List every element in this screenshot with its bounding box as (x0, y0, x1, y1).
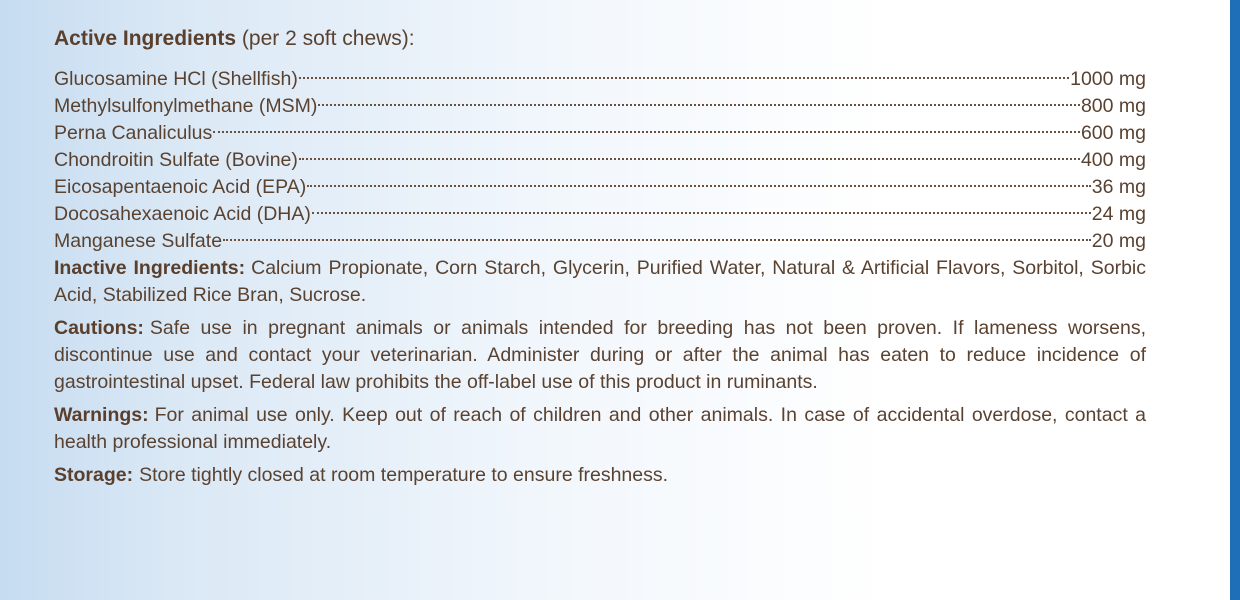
inactive-ingredients-section (54, 255, 1146, 309)
active-ingredients-heading (54, 24, 1146, 54)
ingredient-amount: 400 mg (1080, 149, 1146, 171)
ingredient-name: Chondroitin Sulfate (Bovine) (54, 149, 298, 171)
storage-section (54, 462, 1146, 489)
cautions-text: Safe use in pregnant animals or animals intended for breeding has not been proven. If lameness worsens, discontinue use and contact your veterinarian. Administer during or after the animal has eaten to reduce incidence of gastrointestinal upset. Federal law prohibits the off-label use of this product in ruminants. (54, 317, 1146, 393)
ingredient-amount: 600 mg (1080, 122, 1146, 144)
label-panel (54, 24, 1146, 489)
warnings-label: Warnings: (54, 404, 149, 426)
ingredient-name: Docosahexaenoic Acid (DHA) (54, 203, 311, 225)
cautions-label: Cautions: (54, 317, 144, 339)
ingredient-name: Manganese Sulfate (54, 230, 223, 252)
ingredient-amount: 1000 mg (1070, 68, 1146, 90)
inactive-ingredients-label: Inactive Ingredients: (54, 257, 246, 279)
ingredient-amount: 36 mg (1091, 176, 1146, 198)
storage-text: Store tightly closed at room temperature to ensure freshness. (139, 464, 669, 486)
dot-leader (312, 193, 1091, 220)
warnings-section (54, 402, 1146, 456)
active-ingredients-title: Active Ingredients (54, 27, 237, 50)
inactive-ingredients-text: Calcium Propionate, Corn Starch, Glycerin, Purified Water, Natural & Artificial Flavors, Sorbitol, Sorbic Acid, Stabilized Rice Bran, Sucrose. (54, 257, 1146, 306)
dot-leader (213, 112, 1080, 139)
cautions-section (54, 315, 1146, 396)
dot-leader (299, 139, 1080, 166)
storage-label: Storage: (54, 464, 134, 486)
ingredient-row (54, 139, 1146, 171)
ingredient-name: Glucosamine HCl (Shellfish) (54, 68, 298, 90)
dot-leader (307, 166, 1091, 193)
dot-leader (299, 58, 1069, 85)
ingredient-amount: 20 mg (1091, 230, 1146, 252)
ingredient-amount: 800 mg (1080, 95, 1146, 117)
right-accent-bar (1230, 0, 1240, 600)
ingredient-name: Methylsulfonylmethane (MSM) (54, 95, 318, 117)
ingredient-name: Perna Canaliculus (54, 122, 213, 144)
ingredient-row (54, 112, 1146, 144)
ingredient-row (54, 58, 1146, 90)
ingredient-name: Eicosapentaenoic Acid (EPA) (54, 176, 307, 198)
dot-leader (318, 85, 1080, 112)
active-ingredients-subtitle: (per 2 soft chews): (241, 27, 415, 50)
dot-leader (223, 220, 1091, 247)
ingredient-amount: 24 mg (1091, 203, 1146, 225)
active-ingredients-list (54, 58, 1146, 252)
warnings-text: For animal use only. Keep out of reach of children and other animals. In case of accidental overdose, contact a health professional immediately. (54, 404, 1146, 453)
